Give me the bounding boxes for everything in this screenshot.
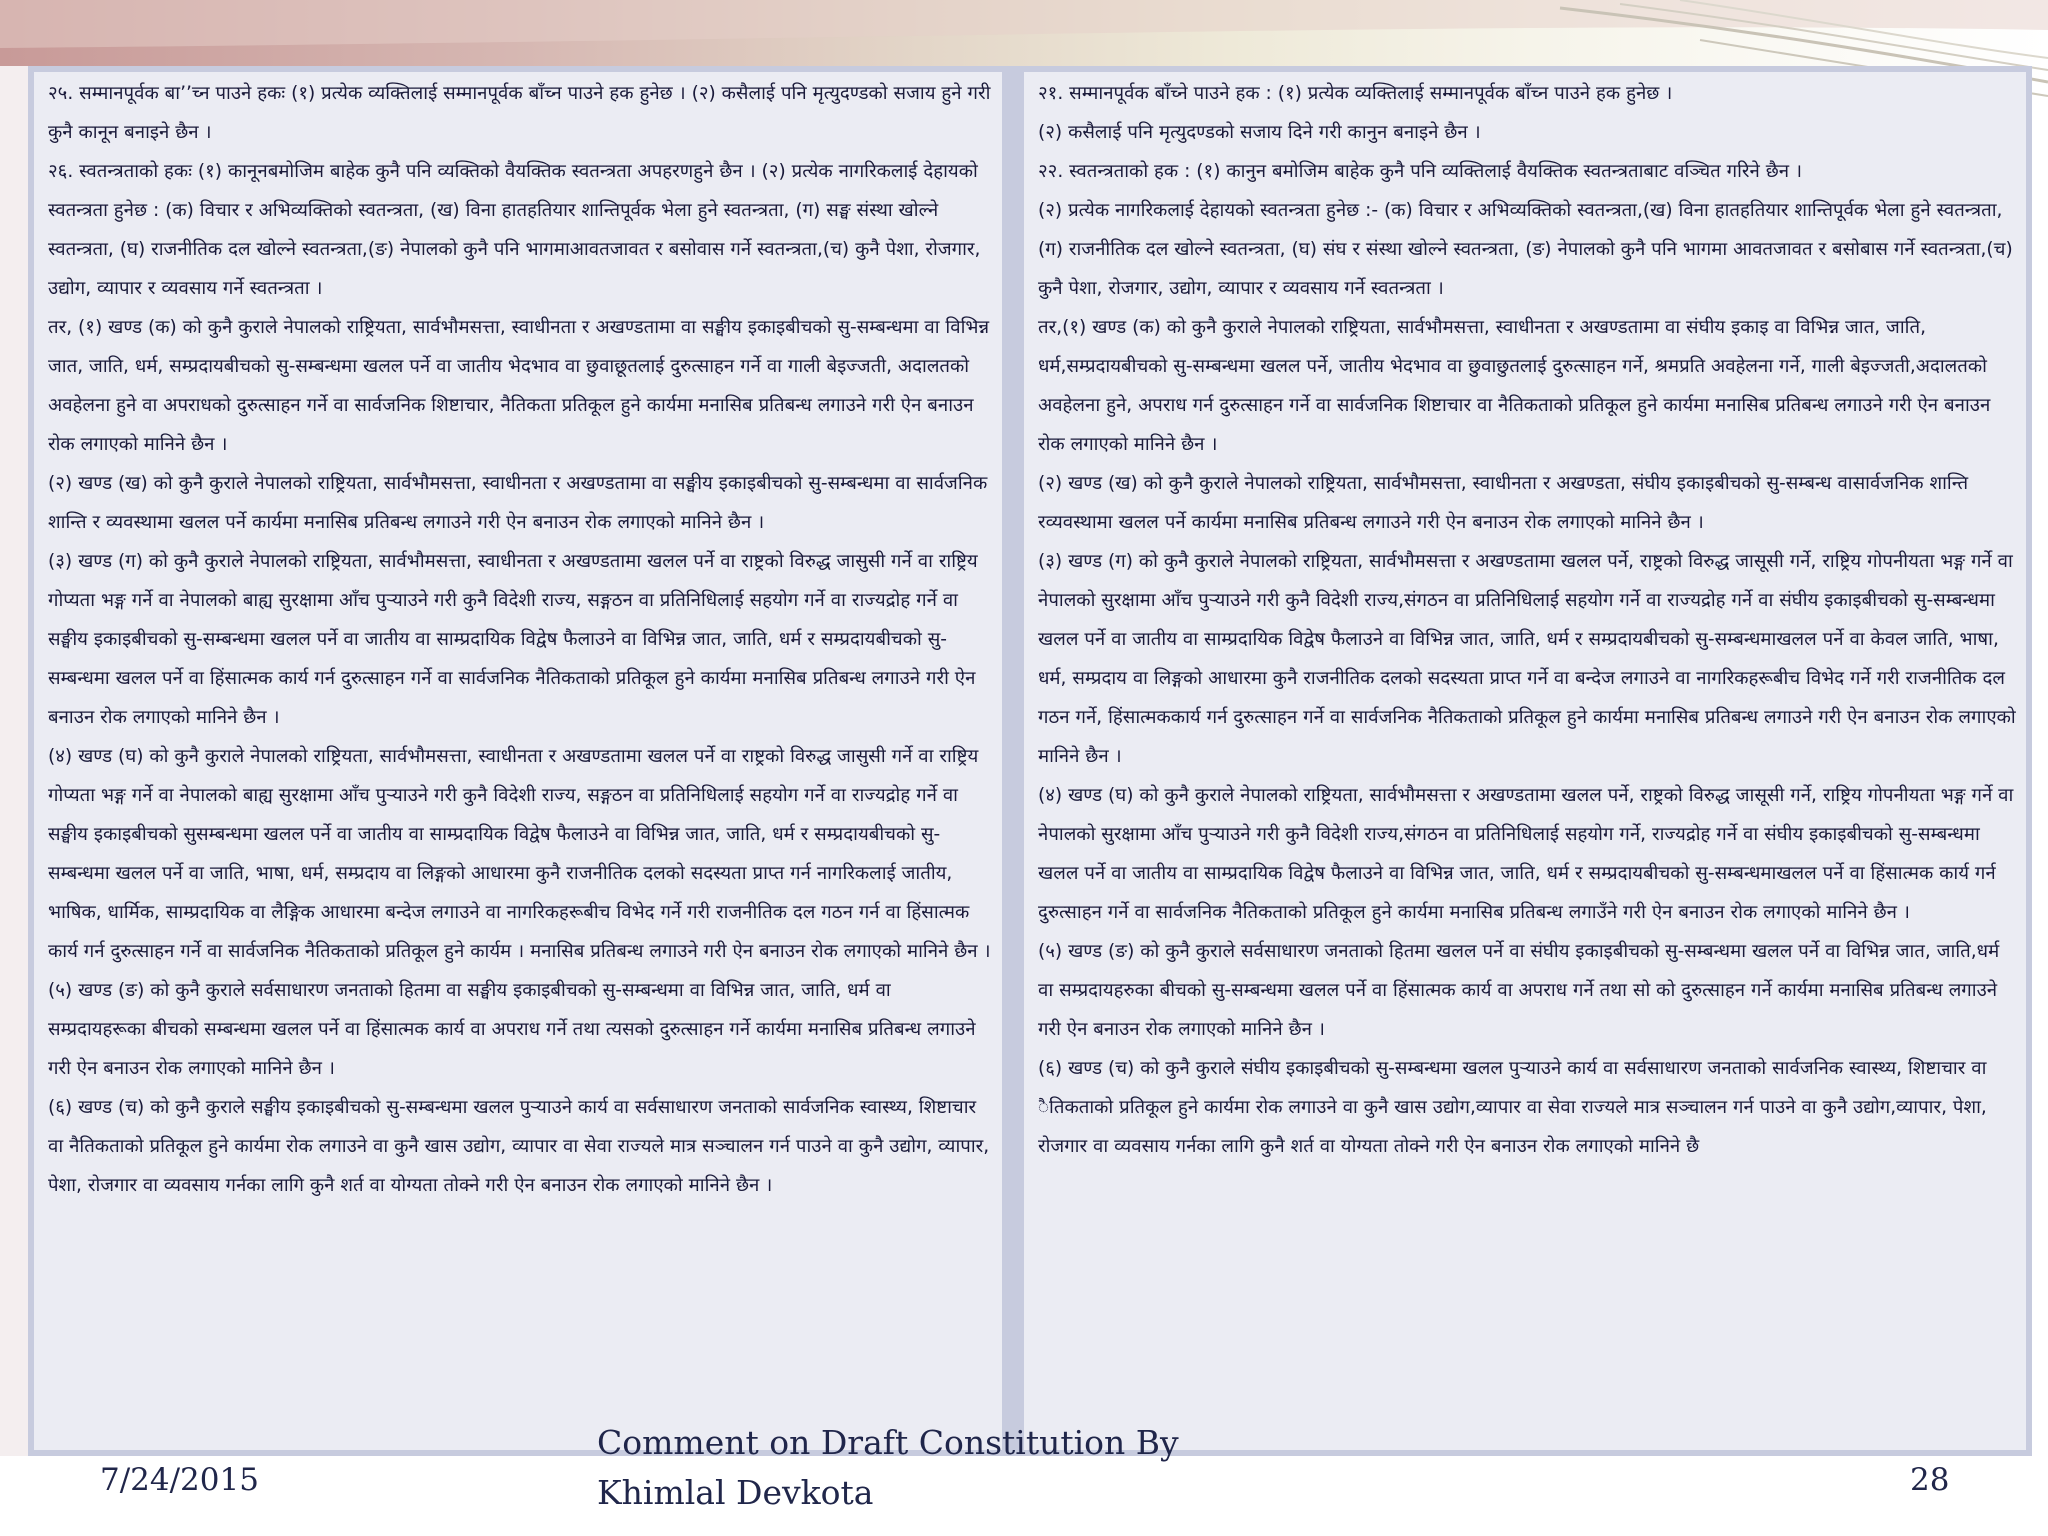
paragraph: तर, (१) खण्ड (क) को कुनै कुराले नेपालको राष्ट्रियता, सार्वभौमसत्ता, स्वाधीनता र अखण्डतामा वा सङ्घीय इकाइबीचको सु-सम्बन्धमा वा विभिन्न जात, जाति, धर्म, सम्प्रदायबीचको सु-सम्बन्धमा खलल पर्ने वा जातीय भेदभाव वा छुवाछूतलाई दुरुत्साहन गर्ने वा गाली बेइज्जती, अदालतको अवहेलना हुने वा अपराधको दुरुत्साहन गर्ने वा सार्वजनिक शिष्टाचार, नैतिकता प्रतिकूल हुने कार्यमा मनासिब प्रतिबन्ध लगाउने गरी ऐन बनाउन रोक लगाएको मानिने छैन ।: [48, 317, 990, 455]
left-margin-strip: [0, 66, 28, 1456]
paragraph: २६. स्वतन्त्रताको हकः (१) कानूनबमोजिम बाहेक कुनै पनि व्यक्तिको वैयक्तिक स्वतन्त्रता अपहरणहुने छैन । (२) प्रत्येक नागरिकलाई देहायको स्वतन्त्रता हुनेछ : (क) विचार र अभिव्यक्तिको स्वतन्त्रता, (ख) विना हातहतियार शान्तिपूर्वक भेला हुने स्वतन्त्रता, (ग) सङ्घ संस्था खोल्ने स्वतन्त्रता, (घ) राजनीतिक दल खोल्ने स्वतन्त्रता,(ङ) नेपालको कुनै पनि भागमाआवतजावत र बसोवास गर्ने स्वतन्त्रता,(च) कुनै पेशा, रोजगार, उद्योग, व्यापार र व्यवसाय गर्ने स्वतन्त्रता ।: [48, 161, 981, 299]
paragraph: (२) खण्ड (ख) को कुनै कुराले नेपालको राष्ट्रियता, सार्वभौमसत्ता, स्वाधीनता र अखण्डतामा वा सङ्घीय इकाइबीचको सु-सम्बन्धमा वा सार्वजनिक शान्ति र व्यवस्थामा खलल पर्ने कार्यमा मनासिब प्रतिबन्ध लगाउने गरी ऐन बनाउन रोक लगाएको मानिने छैन ।: [48, 473, 988, 533]
paragraph: तर,(१) खण्ड (क) को कुनै कुराले नेपालको राष्ट्रियता, सार्वभौमसत्ता, स्वाधीनता र अखण्डतामा वा संघीय इकाइ वा विभिन्न जात, जाति, धर्म,सम्प्रदायबीचको सु-सम्बन्धमा खलल पर्ने, जातीय भेदभाव वा छुवाछुतलाई दुरुत्साहन गर्ने, श्रमप्रति अवहेलना गर्ने, गाली बेइज्जती,अदालतको अवहेलना हुने, अपराध गर्न दुरुत्साहन गर्ने वा सार्वजनिक शिष्टाचार वा नैतिकताको प्रतिकूल हुने कार्यमा मनासिब प्रतिबन्ध लगाउने गरी ऐन बनाउन रोक लगाएको मानिने छैन ।: [1038, 317, 1991, 455]
footer-title: Comment on Draft Constitution By Khimlal Devkota: [597, 1423, 1179, 1512]
paragraph: (५) खण्ड (ङ) को कुनै कुराले सर्वसाधारण जनताको हितमा खलल पर्ने वा संघीय इकाइबीचको सु-सम्बन्धमा खलल पर्ने वा विभिन्न जात, जाति,धर्म वा सम्प्रदायहरुका बीचको सु-सम्बन्धमा खलल पर्ने वा हिंसात्मक कार्य वा अपराध गर्ने तथा सो को दुरुत्साहन गर्ने कार्यमा मनासिब प्रतिबन्ध लगाउने गरी ऐन बनाउन रोक लगाएको मानिने छैन ।: [1038, 941, 2000, 1040]
paragraph: २२. स्वतन्त्रताको हक : (१) कानुन बमोजिम बाहेक कुनै पनि व्यक्तिलाई वैयक्तिक स्वतन्त्रताबाट वञ्चित गरिने छैन ।: [1038, 161, 1803, 182]
left-column: [34, 72, 1002, 1450]
paragraph: २१. सम्मानपूर्वक बाँच्ने पाउने हक : (१) प्रत्येक व्यक्तिलाई सम्मानपूर्वक बाँच्न पाउने हक हुनेछ ।: [1038, 83, 1673, 104]
paragraph: (२) खण्ड (ख) को कुनै कुराले नेपालको राष्ट्रियता, सार्वभौमसत्ता, स्वाधीनता र अखण्डता, संघीय इकाइबीचको सु-सम्बन्ध वासार्वजनिक शान्ति रव्यवस्थामा खलल पर्ने कार्यमा मनासिब प्रतिबन्ध लगाउने गरी ऐन बनाउन रोक लगाएको मानिने छैन ।: [1038, 473, 1969, 533]
paragraph: २५. सम्मानपूर्वक बा’’च्न पाउने हकः (१) प्रत्येक व्यक्तिलाई सम्मानपूर्वक बाँच्न पाउने हक हुनेछ । (२) कसैलाई पनि मृत्युदण्डको सजाय हुने गरी कुनै कानून बनाइने छैन ।: [48, 83, 991, 143]
paragraph: (२) कसैलाई पनि मृत्युदण्डको सजाय दिने गरी कानुन बनाइने छैन ।: [1038, 122, 1481, 143]
paragraph: (६) खण्ड (च) को कुनै कुराले सङ्घीय इकाइबीचको सु-सम्बन्धमा खलल पुऱ्याउने कार्य वा सर्वसाधारण जनताको सार्वजनिक स्वास्थ्य, शिष्टाचार वा नैतिकताको प्रतिकूल हुने कार्यमा रोक लगाउने वा कुनै खास उद्योग, व्यापार वा सेवा राज्यले मात्र सञ्चालन गर्न पाउने वा कुनै उद्योग, व्यापार, पेशा, रोजगार वा व्यवसाय गर्नका लागि कुनै शर्त वा योग्यता तोक्ने गरी ऐन बनाउन रोक लगाएको मानिने छैन ।: [48, 1097, 990, 1196]
paragraph: (३) खण्ड (ग) को कुनै कुराले नेपालको राष्ट्रियता, सार्वभौमसत्ता, स्वाधीनता र अखण्डतामा खलल पर्ने वा राष्ट्रको विरुद्ध जासुसी गर्ने वा राष्ट्रिय गोप्यता भङ्ग गर्ने वा नेपालको बाह्य सुरक्षामा आँच पुऱ्याउने गरी कुनै विदेशी राज्य, सङ्गठन वा प्रतिनिधिलाई सहयोग गर्ने वा राज्यद्रोह गर्ने वा सङ्घीय इकाइबीचको सु-सम्बन्धमा खलल पर्ने वा जातीय वा साम्प्रदायिक विद्वेष फैलाउने वा विभिन्न जात, जाति, धर्म र सम्प्रदायबीचको सु-सम्बन्धमा खलल पर्ने वा हिंसात्मक कार्य गर्न दुरुत्साहन गर्ने वा सार्वजनिक नैतिकताको प्रतिकूल हुने कार्यमा मनासिब प्रतिबन्ध लगाउने गरी ऐन बनाउन रोक लगाएको मानिने छैन ।: [48, 551, 978, 728]
footer-date: 7/24/2015: [100, 1462, 259, 1498]
paragraph: (५) खण्ड (ङ) को कुनै कुराले सर्वसाधारण जनताको हितमा वा सङ्घीय इकाइबीचको सु-सम्बन्धमा वा विभिन्न जात, जाति, धर्म वा सम्प्रदायहरूका बीचको सम्बन्धमा खलल पर्ने वा हिंसात्मक कार्य वा अपराध गर्ने तथा त्यसको दुरुत्साहन गर्ने कार्यमा मनासिब प्रतिबन्ध लगाउने गरी ऐन बनाउन रोक लगाएको मानिने छैन ।: [48, 980, 976, 1079]
comparison-table: [28, 66, 2032, 1456]
paragraph: (३) खण्ड (ग) को कुनै कुराले नेपालको राष्ट्रियता, सार्वभौमसत्ता र अखण्डतामा खलल पर्ने, राष्ट्रको विरुद्ध जासूसी गर्ने, राष्ट्रिय गोपनीयता भङ्ग गर्ने वा नेपालको सुरक्षामा आँच पुऱ्याउने गरी कुनै विदेशी राज्य,संगठन वा प्रतिनिधिलाई सहयोग गर्ने वा राज्यद्रोह गर्ने वा संघीय इकाइबीचको सु-सम्बन्धमा खलल पर्ने वा जातीय वा साम्प्रदायिक विद्वेष फैलाउने वा विभिन्न जात, जाति, धर्म र सम्प्रदायबीचको सु-सम्बन्धमाखलल पर्ने वा केवल जाति, भाषा, धर्म, सम्प्रदाय वा लिङ्गको आधारमा कुनै राजनीतिक दलको सदस्यता प्राप्त गर्ने वा बन्देज लगाउने वा नागरिकहरूबीच विभेद गर्ने गरी राजनीतिक दल गठन गर्ने, हिंसात्मककार्य गर्न दुरुत्साहन गर्ने वा सार्वजनिक नैतिकताको प्रतिकूल हुने कार्यमा मनासिब प्रतिबन्ध लगाउने गरी ऐन बनाउन रोक लगाएको मानिने छैन ।: [1038, 551, 2016, 767]
page-number: 28: [1910, 1462, 1950, 1498]
paragraph: (६) खण्ड (च) को कुनै कुराले संघीय इकाइबीचको सु-सम्बन्धमा खलल पुऱ्याउने कार्य वा सर्वसाधारण जनताको सार्वजनिक स्वास्थ्य, शिष्टाचार वा ैतिकताको प्रतिकूल हुने कार्यमा रोक लगाउने वा कुनै खास उद्योग,व्यापार वा सेवा राज्यले मात्र सञ्चालन गर्न पाउने वा कुनै उद्योग,व्यापार, पेशा, रोजगार वा व्यवसाय गर्नका लागि कुनै शर्त वा योग्यता तोक्ने गरी ऐन बनाउन रोक लगाएको मानिने छै: [1038, 1058, 1987, 1157]
paragraph: (४) खण्ड (घ) को कुनै कुराले नेपालको राष्ट्रियता, सार्वभौमसत्ता र अखण्डतामा खलल पर्ने, राष्ट्रको विरुद्ध जासूसी गर्ने, राष्ट्रिय गोपनीयता भङ्ग गर्ने वा नेपालको सुरक्षामा आँच पुऱ्याउने गरी कुनै विदेशी राज्य,संगठन वा प्रतिनिधिलाई सहयोग गर्ने, राज्यद्रोह गर्ने वा संघीय इकाइबीचको सु-सम्बन्धमा खलल पर्ने वा जातीय वा साम्प्रदायिक विद्वेष फैलाउने वा विभिन्न जात, जाति, धर्म र सम्प्रदायबीचको सु-सम्बन्धमाखलल पर्ने वा हिंसात्मक कार्य गर्न दुरुत्साहन गर्ने वा सार्वजनिक नैतिकताको प्रतिकूल हुने कार्यमा मनासिब प्रतिबन्ध लगाउँने गरी ऐन बनाउन रोक लगाएको मानिने छैन ।: [1038, 785, 2014, 923]
right-column: [1024, 72, 2026, 1450]
paragraph: (४) खण्ड (घ) को कुनै कुराले नेपालको राष्ट्रियता, सार्वभौमसत्ता, स्वाधीनता र अखण्डतामा खलल पर्ने वा राष्ट्रको विरुद्ध जासुसी गर्ने वा राष्ट्रिय गोप्यता भङ्ग गर्ने वा नेपालको बाह्य सुरक्षामा आँच पुऱ्याउने गरी कुनै विदेशी राज्य, सङ्गठन वा प्रतिनिधिलाई सहयोग गर्ने वा राज्यद्रोह गर्ने वा सङ्घीय इकाइबीचको सुसम्बन्धमा खलल पर्ने वा जातीय वा साम्प्रदायिक विद्वेष फैलाउने वा विभिन्न जात, जाति, धर्म र सम्प्रदायबीचको सु-सम्बन्धमा खलल पर्ने वा जाति, भाषा, धर्म, सम्प्रदाय वा लिङ्गको आधारमा कुनै राजनीतिक दलको सदस्यता प्राप्त गर्न नागरिकलाई जातीय, भाषिक, धार्मिक, साम्प्रदायिक वा लैङ्गिक आधारमा बन्देज लगाउने वा नागरिकहरूबीच विभेद गर्ने गरी राजनीतिक दल गठन गर्न वा हिंसात्मक कार्य गर्न दुरुत्साहन गर्ने वा सार्वजनिक नैतिकताको प्रतिकूल हुने कार्यम । मनासिब प्रतिबन्ध लगाउने गरी ऐन बनाउन रोक लगाएको मानिने छैन ।: [48, 746, 991, 962]
paragraph: (२) प्रत्येक नागरिकलाई देहायको स्वतन्त्रता हुनेछ :- (क) विचार र अभिव्यक्तिको स्वतन्त्रता,(ख) विना हातहतियार शान्तिपूर्वक भेला हुने स्वतन्त्रता, (ग) राजनीतिक दल खोल्ने स्वतन्त्रता, (घ) संघ र संस्था खोल्ने स्वतन्त्रता, (ङ) नेपालको कुनै पनि भागमा आवतजावत र बसोबास गर्ने स्वतन्त्रता,(च) कुनै पेशा, रोजगार, उद्योग, व्यापार र व्यवसाय गर्ने स्वतन्त्रता ।: [1038, 200, 2013, 299]
